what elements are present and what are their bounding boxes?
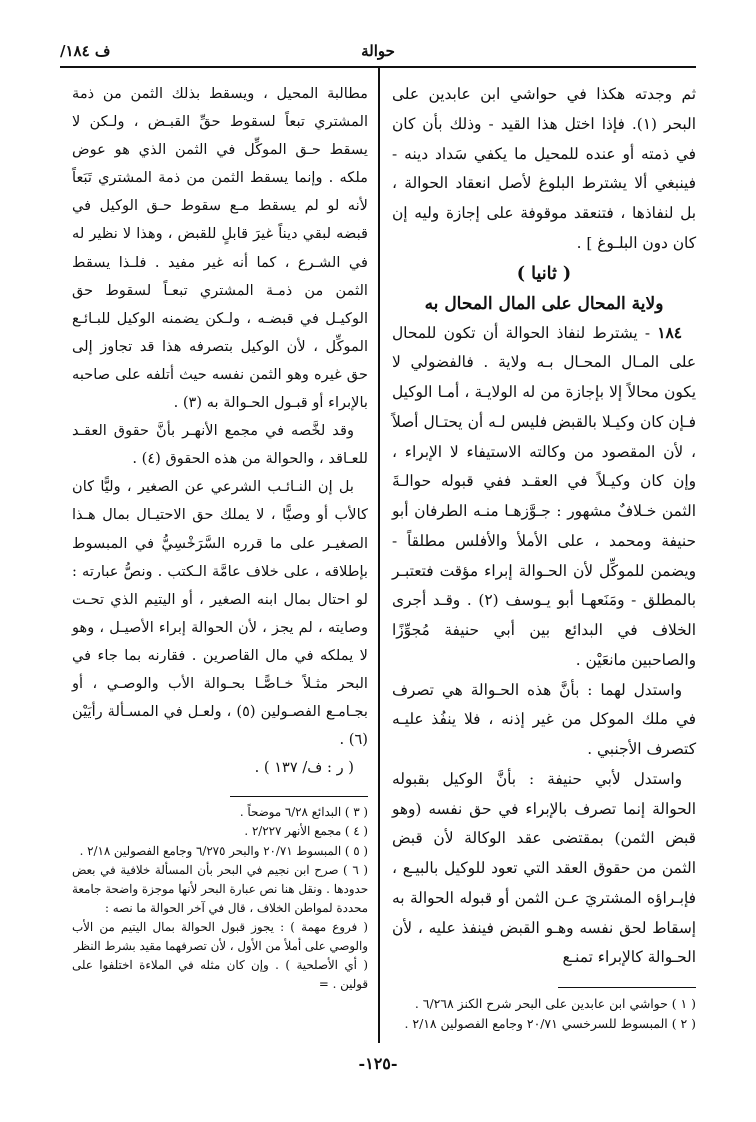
section-heading-title: ولاية المحال على المال المحال به (424, 293, 664, 314)
footnote: ( ٦ ) صرح ابن نجيم في البحر بأن المسألة خلافية في بعض حدودها . ونقل هنا نص عبارة البحر لأنها موجزة واضحة جامعة محددة لمواطن الخلاف ، قال في آخر الحوالة ما نصه : (72, 862, 368, 915)
paragraph: ثم وجدته هكذا في حواشي ابن عابدين على البحر (١). فإذا اختل هذا القيد - وذلك بأن كان في ذمته أو عنده للمحيل ما يكفي سَداد دينه - فينبغي ألا يشترط البلوغ لأصل انعقاد الحوالة ، بل لنفاذها ، فتنعقد موقوفة على إجازة وليه إن كان دون البلـوغ ] . (392, 85, 696, 252)
paragraph-184 (392, 319, 696, 676)
cross-reference: ( ر : ف/ ١٣٧ ) . (254, 759, 354, 777)
footnote: ( ٤ ) مجمع الأنهر ٢/٢٢٧ . (244, 824, 368, 839)
running-title: حوالة (361, 42, 395, 60)
column-divider (378, 68, 380, 1043)
paragraph-number: ١٨٤ (657, 323, 682, 342)
footnote: ( ٣ ) البدائع ٦/٢٨ موضحاً . (239, 805, 368, 820)
paragraph: واستدل لأبي حنيفة : بأنَّ الوكيل بقبوله الحوالة إنما تصرف بالإبراء في حق نفسه (وهو قبض الثمن) بمقتضى عقد الوكالة لأن قبض الثمن من حقوق العقد التي تعود للوكيل بالبيـع ، فإبـراؤه المشتريَ عـن الثمن أو قبوله الحوالة به إسقاط لحق نفسه وهـو القبض فينفذ عليه ، لأن الحـوالة كالإبراء تمنـع (392, 769, 696, 967)
paragraph: بل إن النـائـب الشرعي عن الصغير ، وليًّا كان كالأب أو وصيًّا ، لا يملك حق الاحتيـال بمال هـذا الصغيـر على ما قرره السَّرَخْسِيُّ في المبسوط بإطلاقه ، على خلاف عامَّة الـكتب . ونصُّ عبارته : لو احتال بمال ابنه الصغير ، أو اليتيم الذي تحـت وصايته ، لم يجز ، لأن الحوالة إبراء الأصيـل ، وهو لا يملكه في مال القاصرين . فقارنه بما جاء في البحر مثـلاً خـاصًّـا بحـوالة الأب والوصـي ، أو بجـامـع الفصـولين (٥) ، ولعـل في المسـألة رأيَيْن (٦) . (72, 478, 368, 749)
paragraph: وقد لخَّصه في مجمع الأنهـر بأنَّ حقوق العقـد للعـاقد ، والحوالة من هذه الحقوق (٤) . (72, 422, 368, 468)
footnote-rule (558, 987, 696, 988)
footnote: ( ١ ) حواشي ابن عابدين على البحر شرح الكنز ٦/٢٦٨ . (414, 996, 696, 1011)
footnote: ( ٥ ) المبسوط ٢٠/٧١ والبحر ٦/٢٧٥ وجامع الفصولين ٢/١٨ . (79, 843, 368, 858)
paragraph: واستدل لهما : بأنَّ هذه الحـوالة هي تصرف في ملك الموكل من غير إذنه ، فلا ينفُذ عليـه كتصرف الأجنبي . (392, 680, 696, 758)
section-folio: ف ١٨٤/ (60, 42, 111, 60)
running-header (60, 40, 696, 62)
left-column (72, 80, 368, 994)
section-heading-number: ( ثانيا ) (516, 263, 572, 284)
footnote: ( ٢ ) المبسوط للسرخسي ٢٠/٧١ وجامع الفصولين ٢/١٨ . (404, 1016, 696, 1032)
footnote-rule (230, 796, 368, 797)
paragraph-text: - يشترط لنفاذ الحوالة أن تكون للمحال على المـال المحـال بـه ولاية . فالفضولي لا يكون محالاً إلا بإجازة من له الولايـة ، أمـا الوكيل فـإن كان وكيـلا بالقبض فليس لـه أن يحتـال أصلاً ، لأن المقصود من وكالته الاستيفاء لا الإبراء ، وإن كان وكيـلاً في العقـد ففي قبوله حوالـةَ الثمن خـلافٌ مشهور : جـوَّزهـا منـه الطرفان أبو حنيفة ومحمد ، على الأملأ والأفلس مطلقاً - ويضمن للموكِّل لأن الحـوالة إبراء مؤقت فتعتبـر بالمطلق - ومَنَعهـا أبو يـوسف (٢) . وقـد أجرى الخلاف في البدائع بين أبي حنيفة مُجوِّزًا والصاحبين مانعَيْن . (392, 323, 696, 669)
paragraph: مطالبة المحيل ، ويسقط بذلك الثمن من ذمة المشتري تبعاً لسقوط حقِّ القبـض ، ولـكن لا يسقط حـق الموكِّل في الثمن الذي هو عوض ملكه . وإنما يسقط الثمن من ذمة المشتري تَبَعاً لأنه لو لم يسقط مـع سقوط حـق الوكيل في قبضه لبقي ديناً غيرَ قابلٍ للقبض ، وهذا لا نظير له في الشـرع ، كما أنه غير مفيد . فلـذا يسقط الثمن من ذمـة المشتري تبعـاً لسقوط حق الوكيـل في قبضـه ، ولـكن يضمنه الوكيل للبـائـع الموكِّل ، لأن الوكيل بتصرفه هذا قد تجاوز إلى حق غيره وهو الثمن نفسه حيث أتلفه على صاحبه بالإبراء أو قبـول الحـوالة به (٣) . (72, 85, 368, 412)
right-column (392, 80, 696, 1034)
page-number: -١٢٥- (358, 1054, 398, 1073)
footnote-quote: ( أي الأصلحية ) . وإن كان مثله في الملاءة اختلفوا على قولين . = (72, 958, 368, 992)
footnote-quote: ( فروع مهمة ) : يجوز قبول الحوالة بمال اليتيم من الأب والوصي على أملأ من الأول ، لأن تصرفهما مقيد بشرط النظر (72, 920, 368, 954)
